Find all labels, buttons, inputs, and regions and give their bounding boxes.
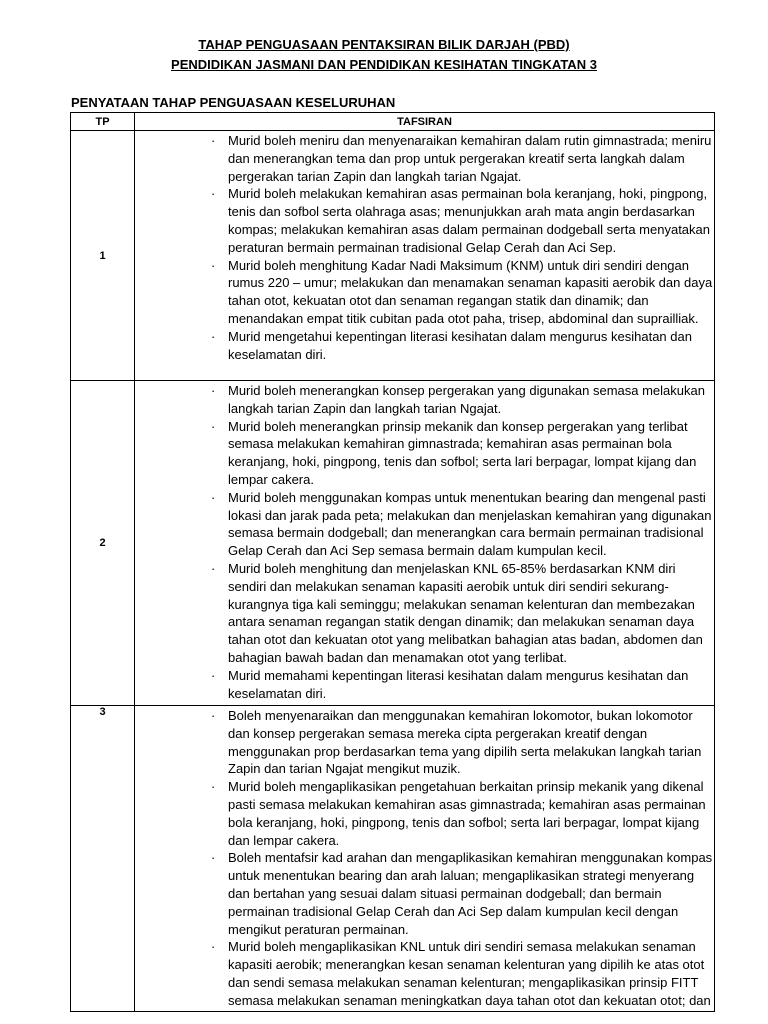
descriptor-text: Murid boleh menerangkan prinsip mekanik dan konsep pergerakan yang terlibat semasa melakukan kemahiran gimnastrada; kemahiran asas permainan bola keranjang, hoki, pingpong, tenis dan sofbol; serta lari berpagar, lompat kijang dan lempar cakera.: [228, 418, 697, 487]
descriptor-item: [135, 849, 714, 938]
table-row: [71, 381, 715, 706]
tp-level-cell: 3: [71, 706, 135, 1012]
descriptor-list: [135, 131, 714, 364]
descriptor-text: Murid boleh menggunakan kompas untuk menentukan bearing dan mengenal pasti lokasi dan jarak pada peta; melakukan dan menjelaskan kemahiran yang digunakan semasa bermain dodgeball; dan menerangkan cara bermain permainan tradisional Gelap Cerah dan Aci Sep semasa bermain dalam kumpulan kecil.: [228, 489, 712, 559]
table-row: [71, 131, 715, 381]
tafsiran-cell: [135, 381, 715, 706]
table-row: [71, 706, 715, 1012]
descriptor-text: Murid memahami kepentingan literasi kesihatan dalam mengurus kesihatan dan keselamatan diri.: [228, 667, 689, 701]
descriptor-item: [135, 489, 714, 560]
descriptor-text: Murid boleh melakukan kemahiran asas permainan bola keranjang, hoki, pingpong, tenis dan sofbol serta olahraga asas; menunjukkan arah mata angin berdasarkan kompas; melakukan kemahiran asas dalam permainan dodgeball serta menyatakan peraturan bermain permainan tradisional Gelap Cerah dan Aci Sep.: [228, 186, 710, 255]
bullet-icon: ·: [211, 850, 216, 866]
descriptor-item: [135, 418, 714, 489]
descriptor-item: [135, 707, 714, 778]
bullet-icon: ·: [211, 418, 216, 434]
bullet-icon: ·: [211, 667, 216, 683]
tp-level-cell: 2: [71, 381, 135, 706]
bullet-icon: ·: [211, 383, 216, 398]
bullet-icon: ·: [211, 560, 216, 576]
bullet-icon: ·: [211, 939, 216, 955]
descriptor-item: [135, 382, 714, 418]
descriptor-item: [135, 938, 714, 1009]
tp-level-cell: 1: [71, 131, 135, 381]
descriptor-list: [135, 706, 714, 1011]
document-title: TAHAP PENGUASAAN PENTAKSIRAN BILIK DARJAH (PBD): [198, 37, 570, 52]
descriptor-item: [135, 132, 714, 185]
descriptor-list: [135, 381, 714, 703]
tafsiran-cell: [135, 706, 715, 1012]
mastery-level-table: [70, 112, 715, 1012]
bullet-icon: ·: [211, 489, 216, 505]
bullet-icon: ·: [211, 328, 216, 344]
descriptor-item: [135, 328, 714, 364]
bullet-icon: ·: [211, 779, 216, 795]
descriptor-item: [135, 257, 714, 328]
header-tp: TP: [71, 113, 135, 131]
bullet-icon: ·: [211, 257, 216, 273]
descriptor-text: Murid boleh menghitung dan menjelaskan KNL 65-85% berdasarkan KNM diri sendiri dan melakukan senaman kapasiti aerobik untuk diri sendiri sekurang-kurangnya tiga kali seminggu; melakukan senaman kelenturan dan membezakan antara senaman regangan statik dengan dinamik; dan melakukan senaman daya tahan otot dan kekuatan otot yang melibatkan bahagian atas badan, abdomen dan bahagian bawah badan dan menamakan otot yang terlibat.: [228, 560, 703, 665]
header-tafsiran: TAFSIRAN: [135, 113, 715, 131]
section-heading: PENYATAAN TAHAP PENGUASAAN KESELURUHAN: [71, 95, 396, 110]
bullet-icon: ·: [211, 186, 216, 202]
descriptor-text: Murid mengetahui kepentingan literasi kesihatan dalam mengurus kesihatan dan keselamatan diri.: [228, 328, 692, 362]
descriptor-text: Boleh mentafsir kad arahan dan mengaplikasikan kemahiran menggunakan kompas untuk menentukan bearing dan arah laluan; mengaplikasikan strategi menyerang dan bertahan yang sesuai dalam situasi permainan dodgeball; dan bermain permainan tradisional Gelap Cerah dan Aci Sep dalam kumpulan kecil dengan mengikut peraturan permainan.: [228, 850, 713, 937]
tafsiran-cell: [135, 131, 715, 381]
descriptor-text: Murid boleh menghitung Kadar Nadi Maksimum (KNM) untuk diri sendiri dengan rumus 220 – umur; melakukan dan menamakan senaman kapasiti aerobik dan daya tahan otot, kekuatan otot dan senaman regangan statik dan dinamik; dan menandakan empat titik cubitan pada otot paha, trisep, abdominal dan suprailliak.: [228, 257, 713, 326]
descriptor-item: [135, 667, 714, 703]
document-subtitle: PENDIDIKAN JASMANI DAN PENDIDIKAN KESIHATAN TINGKATAN 3: [171, 57, 597, 72]
descriptor-item: [135, 778, 714, 849]
descriptor-item: [135, 185, 714, 256]
descriptor-text: Murid boleh mengaplikasikan KNL untuk diri sendiri semasa melakukan senaman kapasiti aerobik; menerangkan kesan senaman kelenturan yang dipilih ke atas otot dan sendi semasa melakukan senaman kelenturan; mengaplikasikan prinsip FITT semasa melakukan senaman meningkatkan daya tahan otot dan kekuatan otot; dan: [228, 939, 711, 1008]
descriptor-text: Murid boleh meniru dan menyenaraikan kemahiran dalam rutin gimnastrada; meniru dan menerangkan tema dan prop untuk pergerakan kreatif serta langkah dalam pergerakan tarian Zapin dan langkah tarian Ngajat.: [228, 133, 712, 184]
bullet-icon: ·: [211, 708, 216, 723]
descriptor-text: Boleh menyenaraikan dan menggunakan kemahiran lokomotor, bukan lokomotor dan konsep pergerakan semasa mereka cipta pergerakan kreatif dengan menggunakan prop berdasarkan tema yang dipilih serta melakukan langkah tarian Zapin dan tarian Ngajat mengikut muzik.: [228, 708, 702, 777]
table-header-row: [71, 113, 715, 131]
bullet-icon: ·: [211, 133, 216, 148]
descriptor-text: Murid boleh menerangkan konsep pergerakan yang digunakan semasa melakukan langkah tarian Zapin dan langkah tarian Ngajat.: [228, 383, 705, 416]
descriptor-text: Murid boleh mengaplikasikan pengetahuan berkaitan prinsip mekanik yang dikenal pasti semasa melakukan kemahiran asas gimnastrada; kemahiran asas permainan bola keranjang, hoki, pingpong, tenis dan sofbol; serta lari berpagar, lompat kijang dan lempar cakera.: [228, 779, 706, 848]
descriptor-item: [135, 560, 714, 667]
